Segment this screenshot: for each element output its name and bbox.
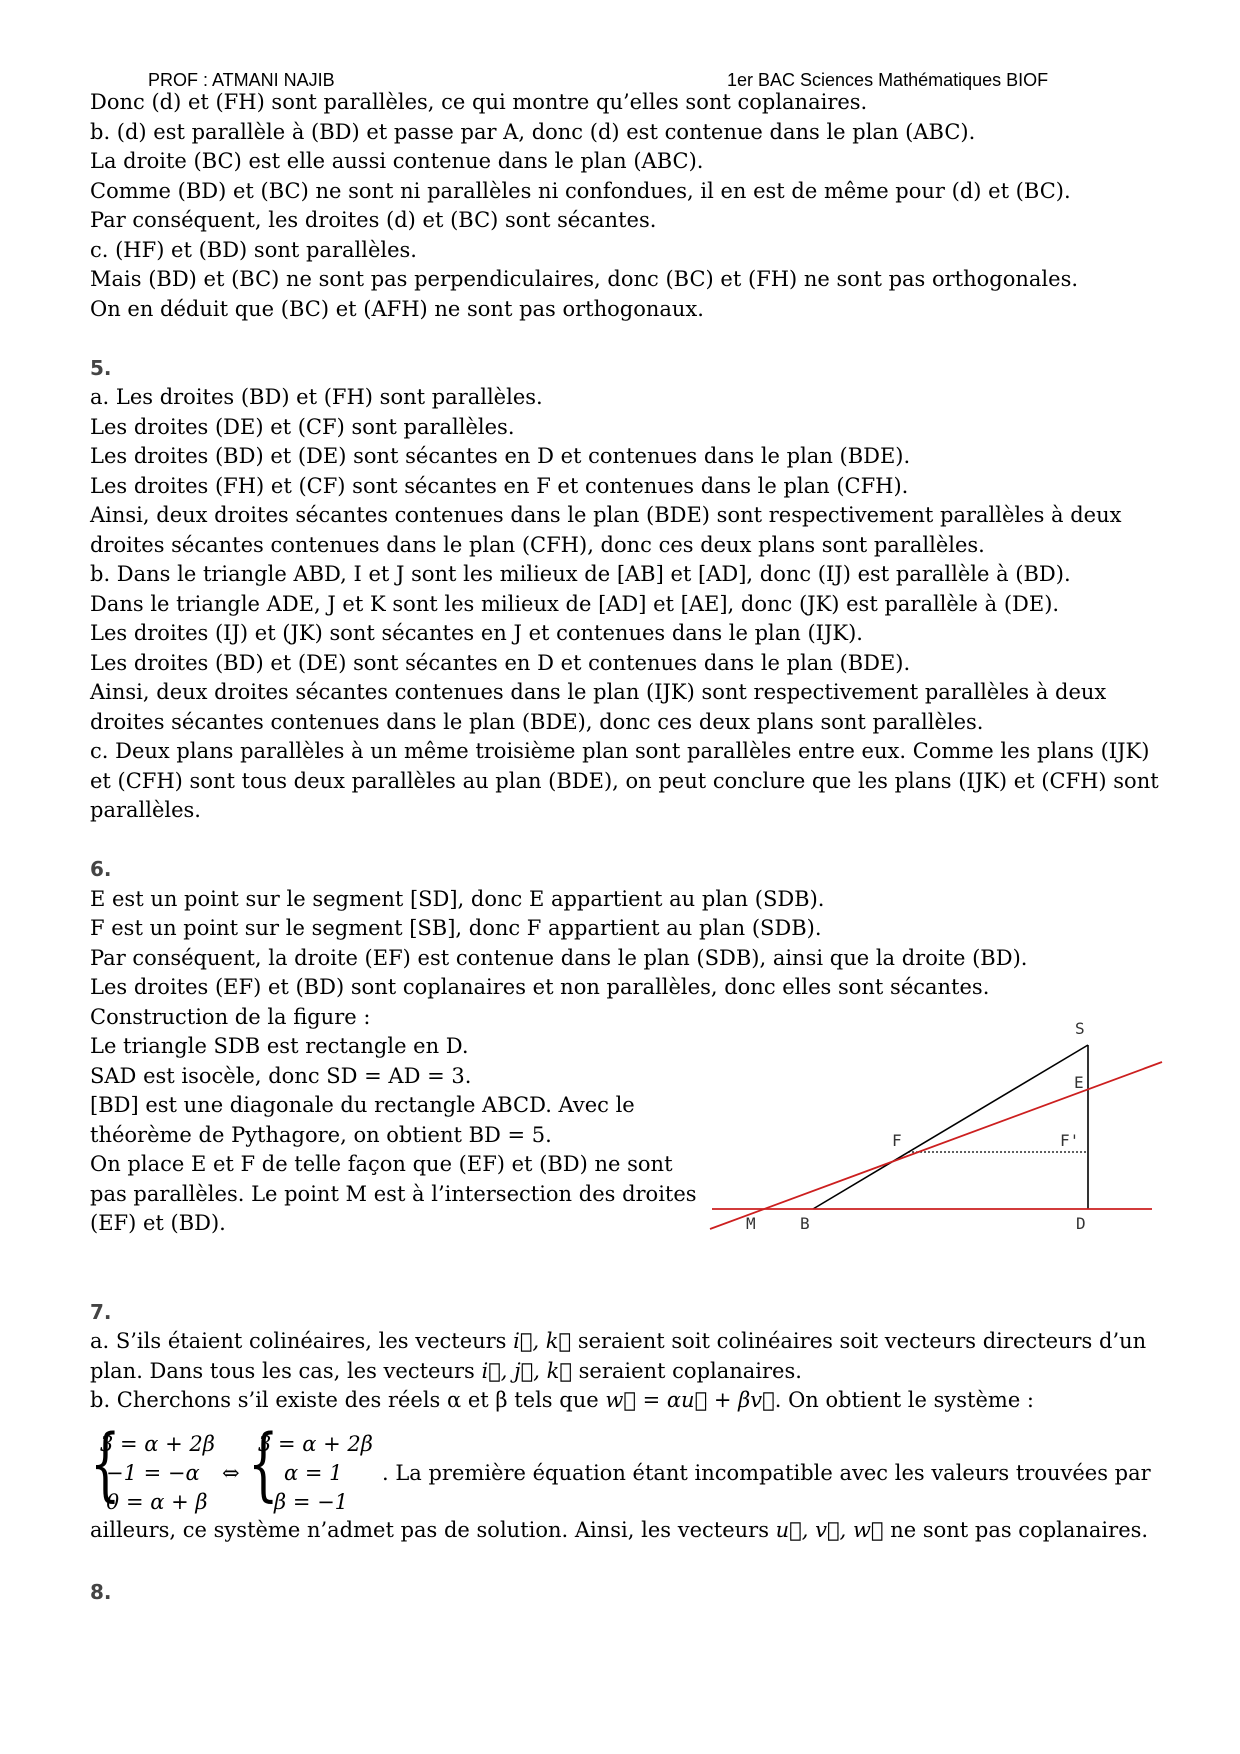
- equation: β = −1: [274, 1490, 349, 1514]
- text-line: SAD est isocèle, donc SD = AD = 3.: [90, 1063, 472, 1088]
- text-line: E est un point sur le segment [SD], donc E appartient au plan (SDB).: [90, 886, 825, 911]
- text-span: . On obtient le système :: [774, 1388, 1035, 1412]
- text-line: Les droites (IJ) et (JK) sont sécantes en J et contenues dans le plan (IJK).: [90, 621, 863, 645]
- text-span: . La première équation étant incompatible avec les valeurs trouvées par: [382, 1461, 1151, 1485]
- label-b: B: [800, 1214, 810, 1233]
- text-line: Le triangle SDB est rectangle en D.: [90, 1034, 469, 1058]
- text-line: Les droites (DE) et (CF) sont parallèles.: [90, 414, 515, 439]
- text-line: [90, 1357, 1170, 1387]
- text-line: Ainsi, deux droites sécantes contenues dans le plan (IJK) sont respectivement parallèles à deux: [90, 680, 1107, 704]
- text-line: Les droites (EF) et (BD) sont coplanaires et non parallèles, donc elles sont sécantes.: [90, 975, 990, 999]
- text-line: c. Deux plans parallèles à un même troisième plan sont parallèles entre eux. Comme les plans (IJK): [90, 739, 1150, 763]
- vector-expression: u⃗, v⃗, w⃗: [775, 1518, 884, 1542]
- label-fprime: F': [1060, 1131, 1080, 1150]
- label-s: S: [1075, 1019, 1085, 1038]
- section-title-5: 5.: [90, 355, 112, 380]
- text-line: b. Dans le triangle ABD, I et J sont les milieux de [AB] et [AD], donc (IJ) est parallèle à (BD).: [90, 562, 1071, 586]
- text-line: c. (HF) et (BD) sont parallèles.: [90, 237, 417, 262]
- text-line: Ainsi, deux droites sécantes contenues dans le plan (BDE) sont respectivement parallèles à deux: [90, 503, 1122, 527]
- text-line: Mais (BD) et (BC) ne sont pas perpendiculaires, donc (BC) et (FH) ne sont pas orthogonales.: [90, 267, 1079, 291]
- equation: 3 = α + 2β: [100, 1432, 215, 1456]
- text-line: F est un point sur le segment [SB], donc F appartient au plan (SDB).: [90, 916, 822, 940]
- section-title-6: 6.: [90, 857, 112, 881]
- label-m: M: [746, 1214, 756, 1233]
- right-brace: {: [248, 1417, 279, 1510]
- text-line: Les droites (BD) et (DE) sont sécantes en D et contenues dans le plan (BDE).: [90, 444, 911, 468]
- text-line: Les droites (FH) et (CF) sont sécantes en F et contenues dans le plan (CFH).: [90, 473, 909, 498]
- line-ef: [710, 1062, 1162, 1229]
- equation: 0 = α + β: [106, 1490, 208, 1514]
- text-line: On place E et F de telle façon que (EF) et (BD) ne sont: [90, 1152, 673, 1176]
- system-left: [100, 1430, 215, 1517]
- label-e: E: [1074, 1073, 1084, 1092]
- text-line: On en déduit que (BC) et (AFH) ne sont pas orthogonaux.: [90, 296, 704, 321]
- section-title-8: 8.: [90, 1580, 112, 1604]
- vector-expression: i⃗, k⃗: [513, 1329, 572, 1353]
- text-line: [90, 1386, 1170, 1416]
- text-line: Les droites (BD) et (DE) sont sécantes en D et contenues dans le plan (BDE).: [90, 650, 911, 675]
- text-span: ne sont pas coplanaires.: [883, 1518, 1149, 1542]
- text-line: (EF) et (BD).: [90, 1211, 226, 1235]
- line-sb: [813, 1045, 1088, 1209]
- text-line: Construction de la figure :: [90, 1004, 371, 1029]
- section-title-7: 7.: [90, 1299, 112, 1324]
- header-author: PROF : ATMANI NAJIB: [148, 70, 335, 90]
- text-span: ailleurs, ce système n’admet pas de solution. Ainsi, les vecteurs: [90, 1518, 776, 1542]
- text-line: théorème de Pythagore, on obtient BD = 5.: [90, 1122, 552, 1147]
- label-f: F: [892, 1131, 902, 1150]
- left-brace: {: [90, 1417, 121, 1510]
- header-course: 1er BAC Sciences Mathématiques BIOF: [727, 70, 1049, 90]
- text-line: droites sécantes contenues dans le plan (BDE), donc ces deux plans sont parallèles.: [90, 709, 984, 734]
- equation: 3 = α + 2β: [258, 1432, 373, 1456]
- vector-equation: w⃗ = αu⃗ + βv⃗: [605, 1388, 775, 1412]
- text-line: a. Les droites (BD) et (FH) sont parallèles.: [90, 385, 543, 409]
- text-span: plan. Dans tous les cas, les vecteurs: [90, 1358, 482, 1383]
- text-line: Dans le triangle ADE, J et K sont les milieux de [AD] et [AE], donc (JK) est parallèle à (DE).: [90, 591, 1060, 616]
- text-span: b. Cherchons s’il existe des réels α et β tels que: [90, 1388, 606, 1412]
- vector-expression: i⃗, j⃗, k⃗: [481, 1358, 572, 1383]
- equivalence-symbol: ⇔: [222, 1461, 240, 1485]
- text-line: parallèles.: [90, 798, 201, 822]
- geometry-figure: [700, 1012, 1170, 1257]
- equation: α = 1: [284, 1461, 343, 1485]
- text-line: Donc (d) et (FH) sont parallèles, ce qui montre qu’elles sont coplanaires.: [90, 90, 868, 114]
- text-line: Par conséquent, la droite (EF) est contenue dans le plan (SDB), ainsi que la droite (BD).: [90, 945, 1028, 970]
- text-span: a. S’ils étaient colinéaires, les vecteurs: [90, 1329, 514, 1353]
- text-line: droites sécantes contenues dans le plan (CFH), donc ces deux plans sont parallèles.: [90, 532, 985, 557]
- text-line: Par conséquent, les droites (d) et (BC) sont sécantes.: [90, 208, 657, 232]
- text-line: b. (d) est parallèle à (BD) et passe par A, donc (d) est contenue dans le plan (ABC).: [90, 119, 976, 144]
- text-line: [90, 1327, 1170, 1357]
- text-line: Comme (BD) et (BC) ne sont ni parallèles ni confondues, il en est de même pour (d) et (BC).: [90, 178, 1071, 203]
- label-d: D: [1076, 1214, 1086, 1233]
- text-span: seraient soit colinéaires soit vecteurs directeurs d’un: [571, 1329, 1147, 1353]
- text-line: pas parallèles. Le point M est à l’intersection des droites: [90, 1181, 697, 1206]
- text-span: seraient coplanaires.: [571, 1358, 802, 1383]
- text-line: [90, 1516, 1148, 1546]
- text-line: [BD] est une diagonale du rectangle ABCD. Avec le: [90, 1093, 635, 1117]
- text-line: et (CFH) sont tous deux parallèles au plan (BDE), on peut conclure que les plans (IJK) et (CFH) sont: [90, 768, 1159, 793]
- equation: −1 = −α: [106, 1461, 200, 1485]
- system-right: [258, 1430, 373, 1517]
- text-line: La droite (BC) est elle aussi contenue dans le plan (ABC).: [90, 149, 704, 173]
